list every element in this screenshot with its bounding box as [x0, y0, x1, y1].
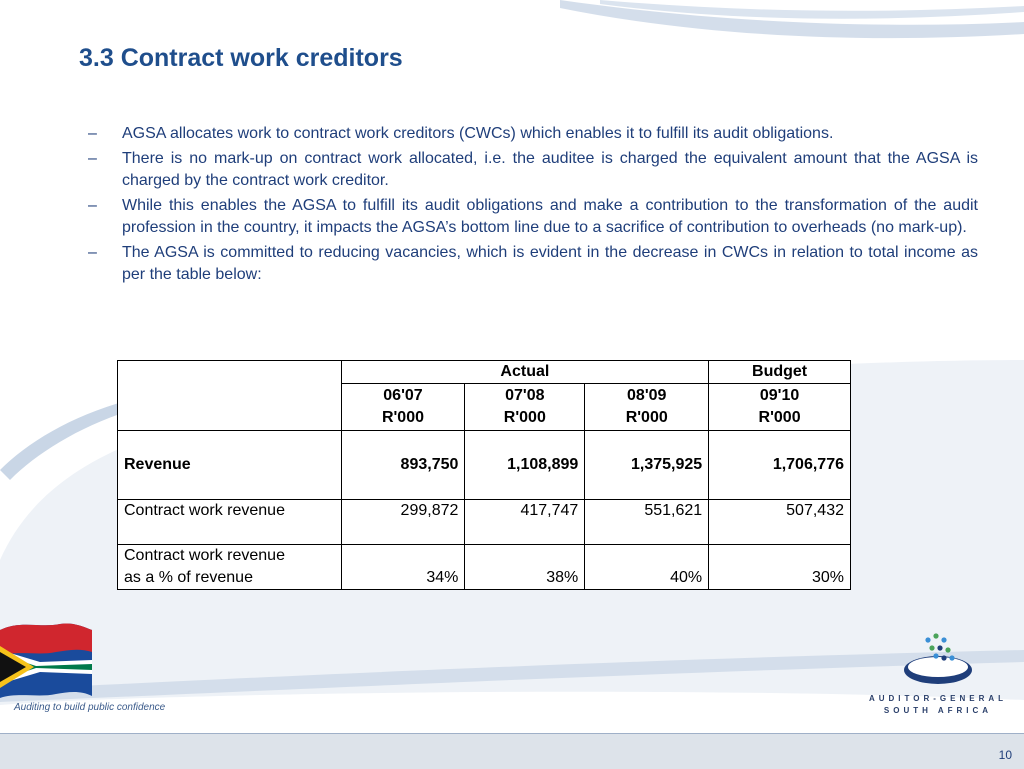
table-row [118, 431, 851, 500]
bullet-dash: – [88, 150, 97, 167]
row-label-line: Contract work revenue [124, 547, 285, 564]
cwc-table [117, 360, 851, 590]
period-unit: R'000 [625, 409, 668, 426]
cell-value: 1,108,899 [465, 431, 585, 500]
cell-value: 299,872 [341, 500, 465, 545]
cell-value: 893,750 [341, 431, 465, 500]
bullet-dash: – [88, 244, 97, 261]
cell-value: 417,747 [465, 500, 585, 545]
cell-value: 30% [709, 545, 851, 590]
period-unit: R'000 [758, 409, 801, 426]
table-row [118, 545, 851, 590]
footer-tagline: Auditing to build public confidence [14, 702, 166, 713]
table-row [118, 500, 851, 545]
slide-title: 3.3 Contract work creditors [79, 44, 403, 72]
row-label [118, 545, 342, 590]
period-header [585, 384, 709, 431]
bullet-item [88, 123, 978, 145]
page-number: 10 [998, 748, 1012, 762]
header-actual: Actual [341, 361, 709, 384]
cell-value: 507,432 [709, 500, 851, 545]
period-year: 09'10 [759, 387, 800, 404]
south-africa-flag-icon [0, 600, 96, 700]
bullet-text: The AGSA is committed to reducing vacancies, which is evident in the decrease in CWCs in relation to total income as per the table below: [122, 244, 978, 283]
table-corner-cell [118, 361, 342, 431]
cell-value: 34% [341, 545, 465, 590]
row-label-line: as a % of revenue [124, 569, 253, 586]
row-label: Revenue [118, 431, 342, 500]
bullet-dash: – [88, 125, 97, 142]
period-unit: R'000 [503, 409, 546, 426]
period-header [709, 384, 851, 431]
bullet-item [88, 242, 978, 286]
cell-value: 1,375,925 [585, 431, 709, 500]
bullet-list [88, 123, 978, 289]
period-header [341, 384, 465, 431]
bullet-text: While this enables the AGSA to fulfill its audit obligations and make a contribution to the transformation of the audit profession in the country, it impacts the AGSA’s bottom line due to a sacrifice of contribution to overheads (no mark-up). [122, 197, 978, 236]
cell-value: 40% [585, 545, 709, 590]
period-year: 07'08 [505, 387, 545, 404]
cell-value: 1,706,776 [709, 431, 851, 500]
bullet-dash: – [88, 197, 97, 214]
period-year: 06'07 [383, 387, 423, 404]
bullet-text: AGSA allocates work to contract work creditors (CWCs) which enables it to fulfill its audit obligations. [122, 125, 834, 142]
logo-text: AUDITOR-GENERAL [868, 694, 1008, 703]
row-label: Contract work revenue [118, 500, 342, 545]
header-budget: Budget [709, 361, 851, 384]
table-header-row [118, 361, 851, 384]
footer-bar [0, 733, 1024, 769]
period-year: 08'09 [627, 387, 667, 404]
logo-text: SOUTH AFRICA [883, 706, 993, 715]
period-header [465, 384, 585, 431]
agsa-logo [858, 626, 1018, 718]
period-unit: R'000 [381, 409, 424, 426]
agsa-logo-icon [858, 626, 1018, 692]
bullet-item [88, 148, 978, 192]
bullet-text: There is no mark-up on contract work allocated, i.e. the auditee is charged the equivalent amount that the AGSA is charged by the contract work creditor. [122, 150, 978, 189]
bullet-item [88, 195, 978, 239]
cell-value: 38% [465, 545, 585, 590]
cell-value: 551,621 [585, 500, 709, 545]
